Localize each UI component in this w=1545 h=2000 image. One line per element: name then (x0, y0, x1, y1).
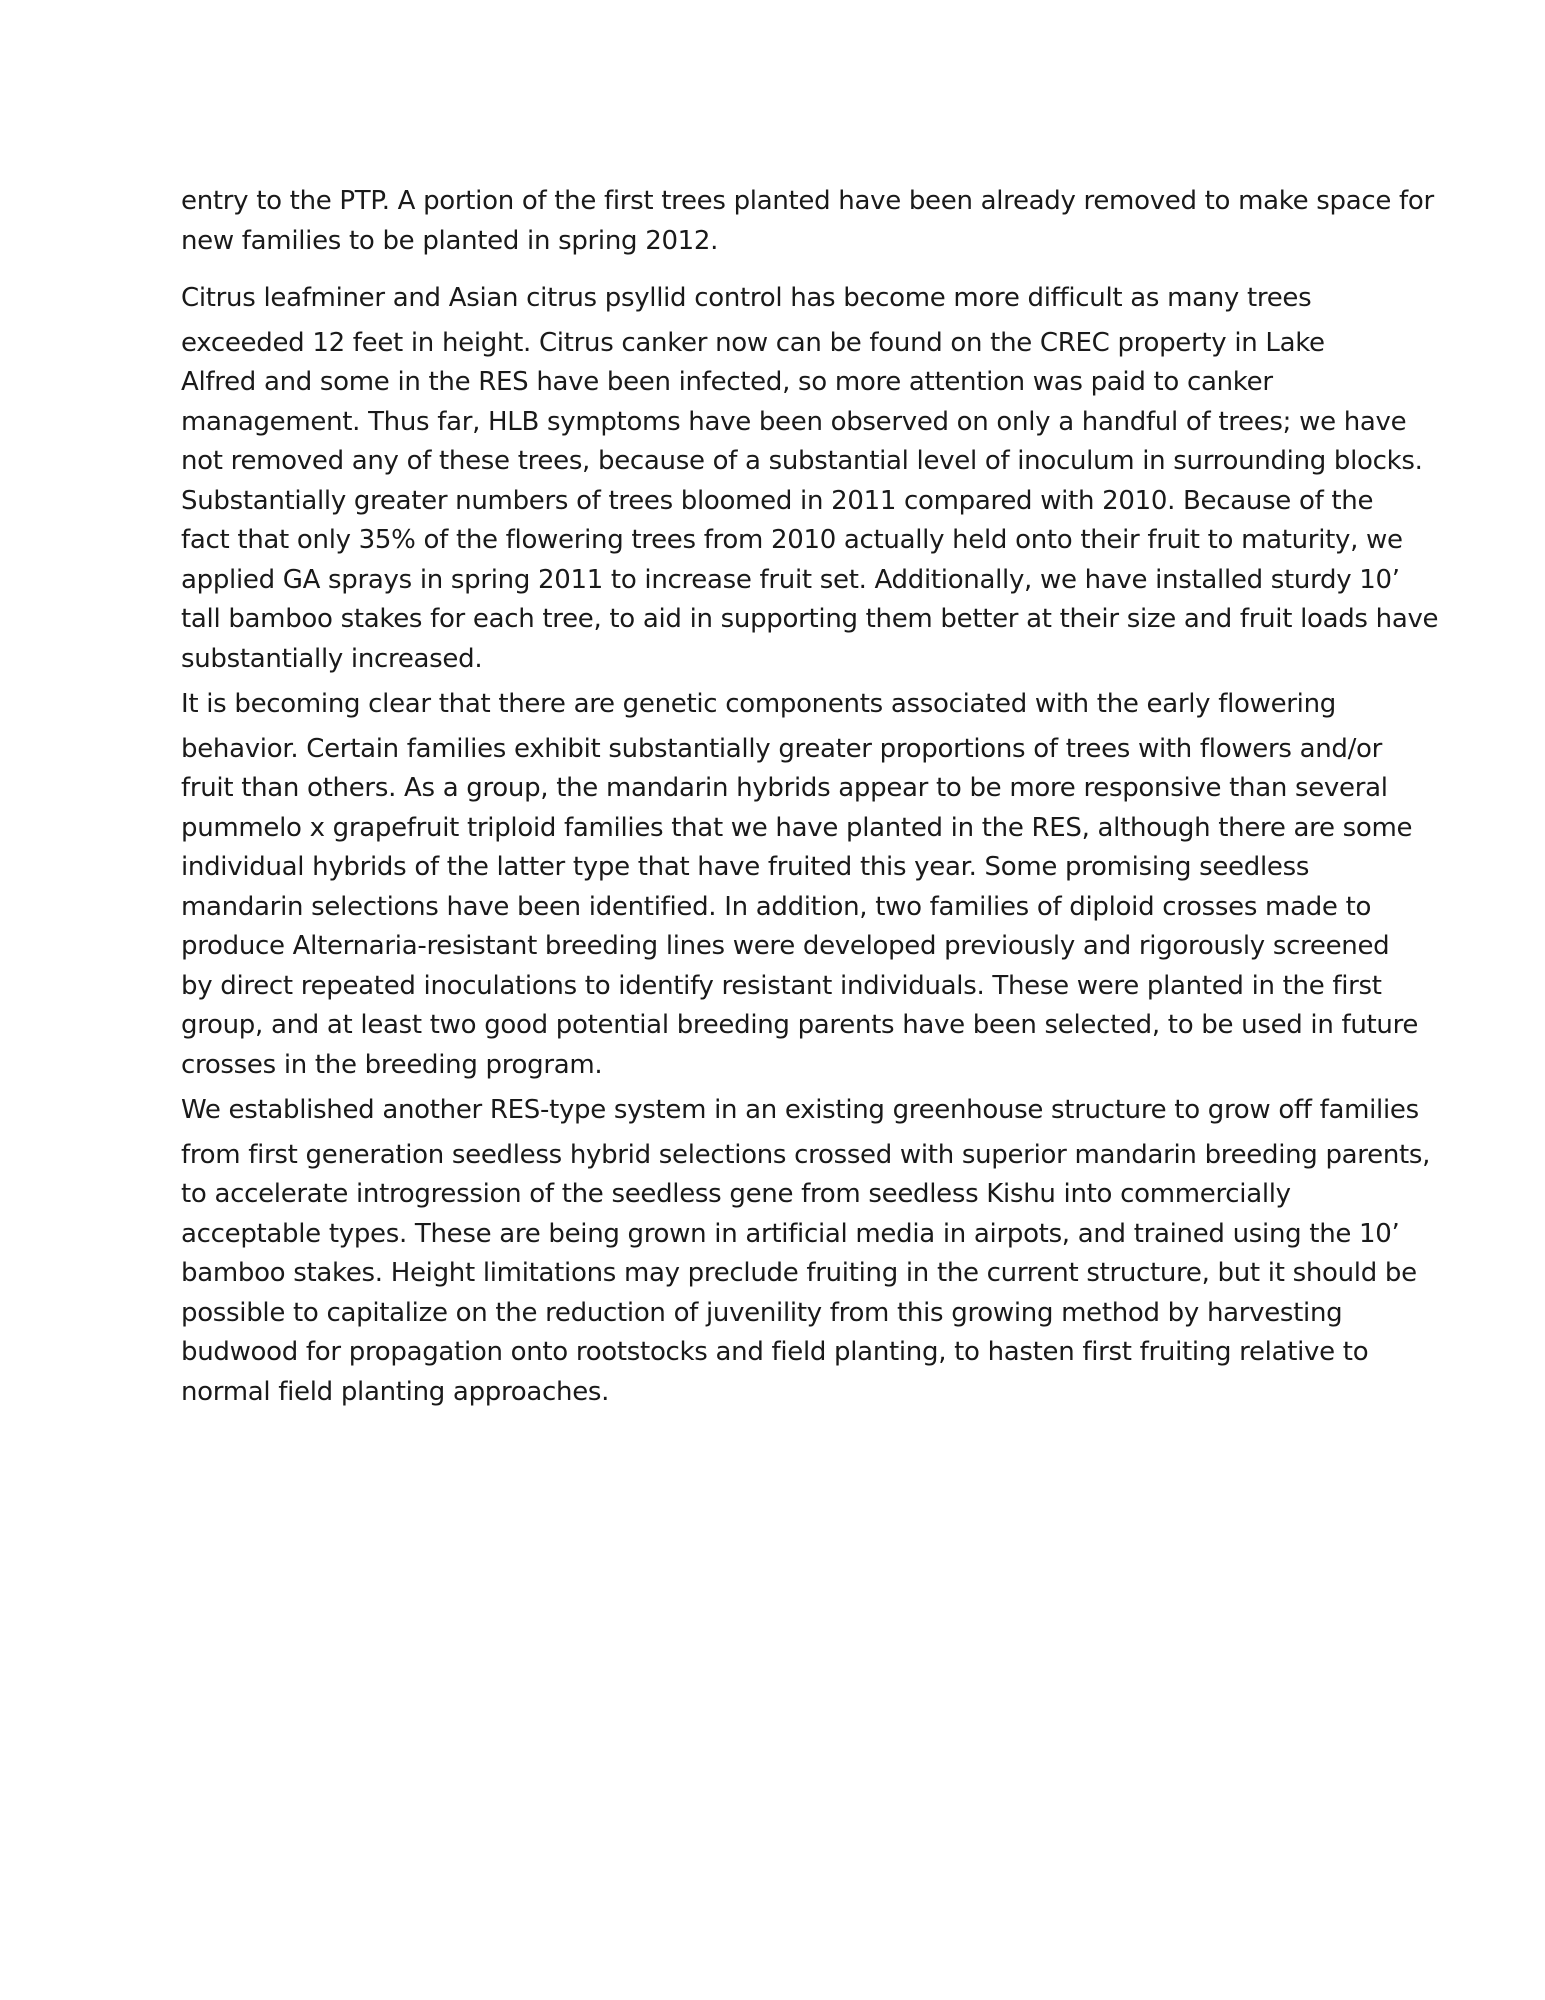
paragraph-greenhouse-system (181, 1091, 1431, 1412)
text-line: acceptable types. These are being grown in artificial media in airpots, and trained using the 10’ (181, 1218, 1400, 1249)
paragraph-ptp-entry (181, 182, 1434, 261)
text-line: entry to the PTP. A portion of the first trees planted have been already removed to make space for (181, 186, 1434, 216)
text-line: Citrus leafminer and Asian citrus psyllid control has become more difficult as many trees (181, 283, 1312, 313)
text-line: not removed any of these trees, because of a substantial level of inoculum in surrounding blocks. (181, 446, 1423, 476)
text-line: possible to capitalize on the reduction of juvenility from this growing method by harvesting (181, 1297, 1343, 1328)
text-line: substantially increased. (181, 643, 483, 674)
text-line: It is becoming clear that there are genetic components associated with the early flowering (181, 689, 1336, 719)
paragraph-genetic-components (181, 685, 1431, 1085)
text-line: mandarin selections have been identified. In addition, two families of diploid crosses made to (181, 891, 1372, 922)
document-body (181, 182, 1439, 1412)
text-line: fact that only 35% of the flowering trees from 2010 actually held onto their fruit to maturity, we (181, 525, 1403, 555)
text-line: exceeded 12 feet in height. Citrus canker now can be found on the CREC property in Lake (181, 327, 1325, 358)
text-line: individual hybrids of the latter type that have fruited this year. Some promising seedless (181, 852, 1310, 882)
text-line: new families to be planted in spring 2012. (181, 225, 719, 256)
text-line: management. Thus far, HLB symptoms have been observed on only a handful of trees; we have (181, 406, 1407, 437)
text-line: to accelerate introgression of the seedless gene from seedless Kishu into commercially (181, 1179, 1291, 1209)
text-line: fruit than others. As a group, the mandarin hybrids appear to be more responsive than several (181, 773, 1388, 803)
paragraph-pest-control (181, 279, 1439, 679)
text-line: normal field planting approaches. (181, 1376, 610, 1407)
text-line: group, and at least two good potential breeding parents have been selected, to be used in future (181, 1010, 1419, 1040)
text-line: We established another RES-type system in an existing greenhouse structure to grow off families (181, 1095, 1419, 1125)
text-line: behavior. Certain families exhibit substantially greater proportions of trees with flowers and/or (181, 733, 1383, 764)
text-line: applied GA sprays in spring 2011 to increase fruit set. Additionally, we have installed sturdy 10’ (181, 564, 1400, 595)
text-line: budwood for propagation onto rootstocks and field planting, to hasten first fruiting relative to (181, 1337, 1369, 1367)
text-line: produce Alternaria-resistant breeding lines were developed previously and rigorously screened (181, 931, 1390, 961)
text-line: from first generation seedless hybrid selections crossed with superior mandarin breeding parents, (181, 1139, 1431, 1170)
text-line: pummelo x grapefruit triploid families that we have planted in the RES, although there are some (181, 812, 1413, 843)
text-line: Alfred and some in the RES have been infected, so more attention was paid to canker (181, 367, 1273, 397)
text-line: tall bamboo stakes for each tree, to aid in supporting them better at their size and fruit loads have (181, 604, 1439, 634)
text-line: bamboo stakes. Height limitations may preclude fruiting in the current structure, but it should be (181, 1258, 1417, 1288)
text-line: crosses in the breeding program. (181, 1049, 603, 1080)
text-line: by direct repeated inoculations to identify resistant individuals. These were planted in the first (181, 970, 1382, 1001)
text-line: Substantially greater numbers of trees bloomed in 2011 compared with 2010. Because of the (181, 485, 1374, 516)
